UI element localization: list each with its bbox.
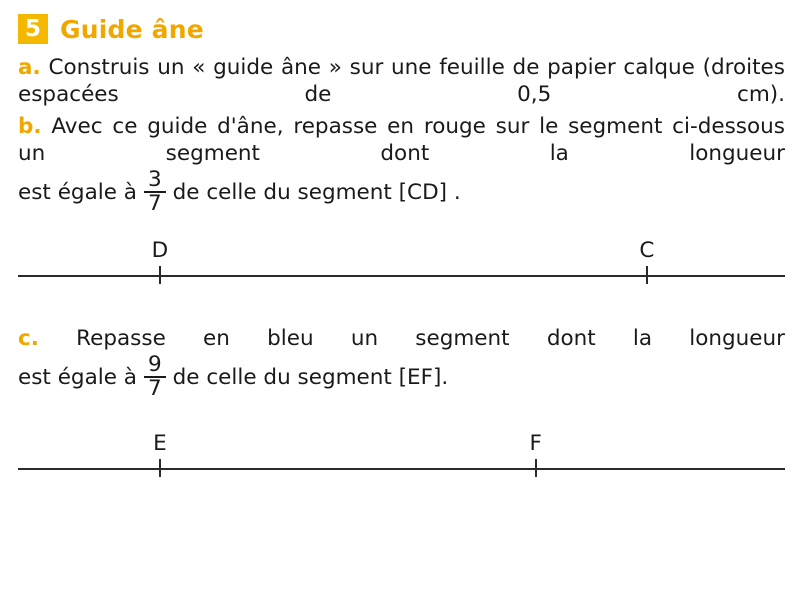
- question-b: [18, 113, 785, 167]
- question-c-frac-tail: de celle du segment [EF].: [172, 364, 449, 390]
- fraction-denominator: 7: [144, 376, 166, 400]
- question-a-text: Construis un « guide âne » sur une feuille de papier calque (droites espacées de 0,5 cm).: [18, 55, 785, 108]
- question-c: [18, 325, 785, 352]
- question-c-frac-lead: est égale à: [18, 364, 137, 390]
- page-title: Guide âne: [60, 14, 204, 44]
- question-c-fraction-line: [18, 354, 785, 400]
- question-a-label: a.: [18, 55, 41, 80]
- question-b-text: Avec ce guide d'âne, repasse en rouge sur le segment ci-dessous un segment dont la longueur: [18, 114, 785, 167]
- fraction-nine-sevenths: [144, 354, 166, 400]
- question-b-label: b.: [18, 114, 42, 140]
- question-b-frac-lead: est égale à: [18, 179, 137, 205]
- point-label-f: F: [529, 430, 542, 456]
- point-label-c: C: [639, 237, 655, 263]
- segment-cd-tick-d: [159, 266, 161, 284]
- point-label-d: D: [151, 237, 169, 263]
- segment-ef-line: [18, 468, 785, 470]
- segment-ef: [18, 426, 785, 482]
- point-label-e: E: [153, 430, 167, 456]
- segment-ef-tick-e: [159, 459, 161, 477]
- question-b-frac-tail: de celle du segment [CD] .: [172, 179, 461, 205]
- fraction-three-sevenths: [144, 169, 166, 215]
- question-c-text: Repasse en bleu un segment dont la longueur: [76, 326, 785, 352]
- segment-cd-labels: [18, 233, 785, 263]
- segment-ef-tick-f: [535, 459, 537, 477]
- fraction-numerator: 9: [147, 352, 162, 378]
- exercise-number-badge: 5: [18, 14, 48, 44]
- question-a: [18, 54, 785, 108]
- segment-cd-line: [18, 275, 785, 277]
- segment-cd-line-wrap: [18, 263, 785, 289]
- fraction-numerator: 3: [147, 167, 162, 193]
- segment-ef-labels: [18, 426, 785, 456]
- exercise-header: [18, 14, 785, 44]
- fraction-denominator: 7: [144, 191, 166, 215]
- question-b-fraction-line: [18, 169, 785, 215]
- segment-cd-tick-c: [646, 266, 648, 284]
- question-c-label: c.: [18, 326, 39, 352]
- segment-cd: [18, 233, 785, 289]
- segment-ef-line-wrap: [18, 456, 785, 482]
